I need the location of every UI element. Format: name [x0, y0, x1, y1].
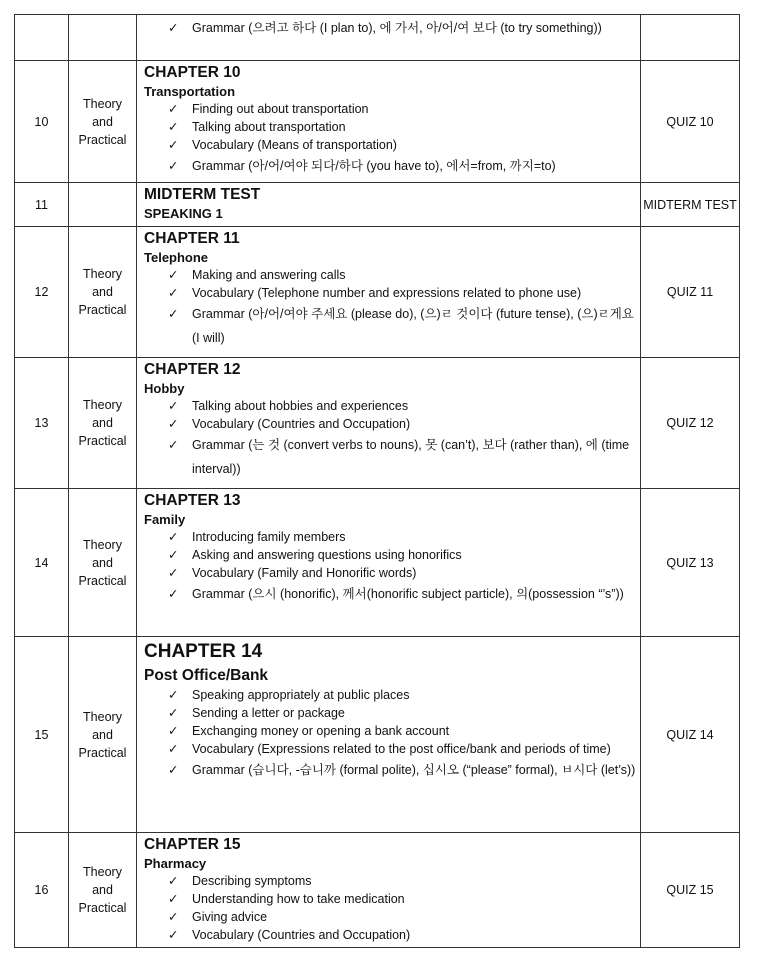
list-item: ✓ Grammar (는 것 (convert verbs to nouns), 못 (can’t), 보다 (rather than), 에 (time interval))	[144, 433, 636, 481]
chapter-subtitle: Post Office/Bank	[144, 667, 269, 684]
list-item: ✓ Grammar (아/어/여야 주세요 (please do), (으)ㄹ 것이다 (future tense), (으)ㄹ게요(I will)	[144, 302, 636, 350]
assessment-cell: MIDTERM TEST	[641, 183, 740, 227]
topic-list	[144, 397, 636, 481]
check-icon: ✓	[168, 724, 179, 738]
chapter-title: CHAPTER 13	[144, 492, 241, 509]
type-cell: Theory and Practical	[69, 833, 137, 948]
assessment-cell	[641, 15, 740, 61]
check-icon: ✓	[168, 159, 179, 173]
check-icon: ✓	[168, 548, 179, 562]
content-cell	[137, 833, 641, 948]
check-icon: ✓	[168, 928, 179, 942]
assessment-cell: QUIZ 14	[641, 637, 740, 833]
syllabus-table	[14, 14, 740, 948]
check-icon: ✓	[168, 399, 179, 413]
type-cell	[69, 15, 137, 61]
list-item: ✓ Grammar (습니다, -습니까 (formal polite), 십시오 (“please” formal), ㅂ시다 (let’s))	[144, 758, 636, 782]
table-row	[15, 489, 740, 637]
topic-list	[144, 100, 636, 178]
check-icon: ✓	[168, 138, 179, 152]
list-item: ✓ Sending a letter or package	[168, 706, 345, 720]
content-cell	[137, 227, 641, 358]
list-item: ✓ Understanding how to take medication	[168, 892, 405, 906]
list-item: ✓ Vocabulary (Countries and Occupation)	[168, 928, 411, 942]
chapter-subtitle: Telephone	[144, 250, 209, 265]
list-item: ✓ Grammar (아/어/여야 되다/하다 (you have to), 에서=from, 까지=to)	[144, 154, 636, 178]
chapter-title: CHAPTER 12	[144, 361, 241, 378]
type-cell: Theory and Practical	[69, 61, 137, 183]
check-icon: ✓	[168, 307, 179, 321]
list-item: ✓ Vocabulary (Means of transportation)	[168, 138, 397, 152]
check-icon: ✓	[168, 910, 179, 924]
table-row	[15, 833, 740, 948]
chapter-title: CHAPTER 10	[144, 64, 241, 81]
check-icon: ✓	[168, 102, 179, 116]
week-cell: 16	[15, 833, 69, 948]
list-item: ✓ Speaking appropriately at public places	[168, 688, 410, 702]
assessment-cell: QUIZ 11	[641, 227, 740, 358]
chapter-title: CHAPTER 15	[144, 836, 241, 853]
chapter-subtitle: Family	[144, 512, 186, 527]
assessment-cell: QUIZ 13	[641, 489, 740, 637]
check-icon: ✓	[168, 21, 179, 35]
assessment-cell: QUIZ 10	[641, 61, 740, 183]
check-icon: ✓	[168, 566, 179, 580]
check-icon: ✓	[168, 417, 179, 431]
list-item: ✓ Talking about hobbies and experiences	[168, 399, 409, 413]
content-cell	[137, 15, 641, 61]
type-cell: Theory and Practical	[69, 637, 137, 833]
content-cell	[137, 61, 641, 183]
check-icon: ✓	[168, 587, 179, 601]
check-icon: ✓	[168, 120, 179, 134]
topic-list	[144, 528, 636, 606]
week-cell: 10	[15, 61, 69, 183]
check-icon: ✓	[168, 892, 179, 906]
list-item: ✓ Vocabulary (Countries and Occupation)	[168, 417, 411, 431]
chapter-subtitle: Pharmacy	[144, 856, 207, 871]
check-icon: ✓	[168, 286, 179, 300]
table-row	[15, 61, 740, 183]
list-item: ✓ Talking about transportation	[168, 120, 346, 134]
table-row	[15, 227, 740, 358]
table-row	[15, 183, 740, 227]
list-item: ✓ Finding out about transportation	[168, 102, 369, 116]
topic-list	[144, 872, 636, 944]
list-item: ✓ Grammar (으려고 하다 (I plan to), 에 가서, 아/어/여 보다 (to try something))	[168, 21, 602, 35]
chapter-subtitle: Hobby	[144, 381, 185, 396]
chapter-title: CHAPTER 11	[144, 230, 240, 247]
list-item: ✓ Making and answering calls	[168, 268, 346, 282]
list-item: ✓ Exchanging money or opening a bank account	[168, 724, 450, 738]
list-item: ✓ Vocabulary (Telephone number and expressions related to phone use)	[168, 286, 582, 300]
week-cell	[15, 15, 69, 61]
week-cell: 15	[15, 637, 69, 833]
chapter-subtitle: Transportation	[144, 84, 236, 99]
chapter-title: CHAPTER 14	[144, 641, 263, 662]
list-item: ✓ Vocabulary (Expressions related to the post office/bank and periods of time)	[168, 742, 611, 756]
content-cell	[137, 183, 641, 227]
check-icon: ✓	[168, 874, 179, 888]
type-cell: Theory and Practical	[69, 227, 137, 358]
table-row	[15, 15, 740, 61]
type-cell: Theory and Practical	[69, 358, 137, 489]
topic-list	[144, 686, 636, 782]
check-icon: ✓	[168, 438, 179, 452]
chapter-title: MIDTERM TEST	[144, 186, 261, 203]
chapter-subtitle: SPEAKING 1	[144, 206, 223, 221]
type-cell: Theory and Practical	[69, 489, 137, 637]
assessment-cell: QUIZ 12	[641, 358, 740, 489]
topic-list	[144, 19, 636, 37]
check-icon: ✓	[168, 763, 179, 777]
check-icon: ✓	[168, 530, 179, 544]
check-icon: ✓	[168, 268, 179, 282]
list-item: ✓ Vocabulary (Family and Honorific words)	[168, 566, 417, 580]
table-row	[15, 637, 740, 833]
content-cell	[137, 637, 641, 833]
topic-list	[144, 266, 636, 350]
week-cell: 11	[15, 183, 69, 227]
type-cell	[69, 183, 137, 227]
assessment-cell: QUIZ 15	[641, 833, 740, 948]
content-cell	[137, 358, 641, 489]
list-item: ✓ Grammar (으시 (honorific), 께서(honorific subject particle), 의(possession “’s”))	[144, 582, 636, 606]
list-item: ✓ Introducing family members	[168, 530, 346, 544]
check-icon: ✓	[168, 688, 179, 702]
check-icon: ✓	[168, 742, 179, 756]
list-item: ✓ Describing symptoms	[168, 874, 312, 888]
content-cell	[137, 489, 641, 637]
week-cell: 13	[15, 358, 69, 489]
check-icon: ✓	[168, 706, 179, 720]
week-cell: 14	[15, 489, 69, 637]
table-row	[15, 358, 740, 489]
list-item: ✓ Asking and answering questions using honorifics	[168, 548, 462, 562]
list-item: ✓ Giving advice	[168, 910, 268, 924]
week-cell: 12	[15, 227, 69, 358]
